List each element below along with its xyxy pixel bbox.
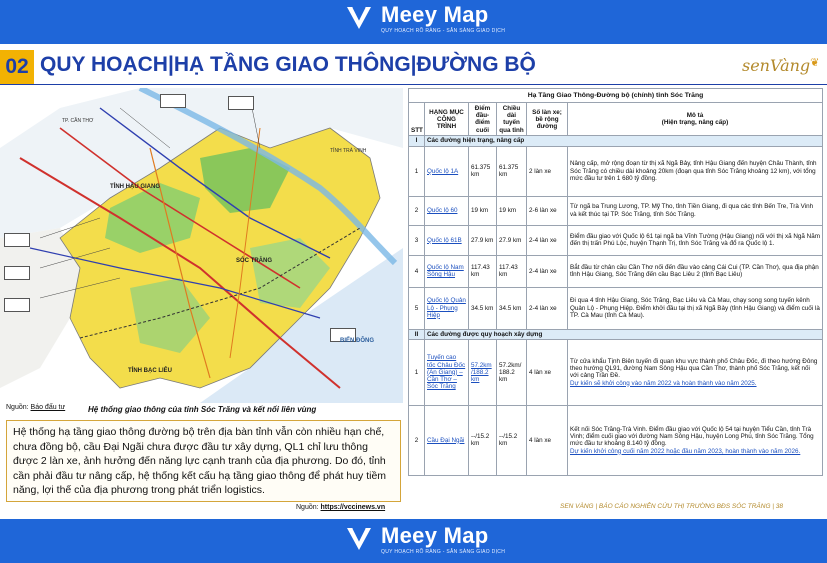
table-row xyxy=(409,225,823,255)
row-start-end: 34.5 km xyxy=(469,287,497,329)
row-description-text: Từ cửa khẩu Tịnh Biên tuyến đi quan khu vực thành phố Châu Đốc, đi theo hướng Đông theo hướng QL91, đường Nam Sông Hậu qua Cần Thơ, thành phố Sóc Trăng, kết nối với cảng Trần Đề. xyxy=(570,357,818,380)
map-label-hau-giang: TỈNH HẬU GIANG xyxy=(110,184,160,190)
row-lanes: 4 làn xe xyxy=(527,339,568,405)
bottom-banner xyxy=(0,519,827,563)
map-source-value: Báo đấu tư xyxy=(30,404,66,411)
row-description xyxy=(568,405,823,475)
map-label-tra-vinh: TỈNH TRÀ VINH xyxy=(330,148,367,154)
senvang-logo-text: senVàng xyxy=(742,56,811,75)
summary-text: Hệ thống hạ tầng giao thông đường bộ trên địa bàn tỉnh vẫn còn nhiều hạn chế, chưa đồng bộ, cầu Đại Ngãi chưa được đầu tư xây dựng, QL1 chỉ lưu thông được 2 làn xe, ảnh hưởng đến năng lực cạnh tranh của địa phương. Do đó, tỉnh cần phải đầu tư nâng cấp, hệ thống kết cấu hạ tầng giao thông để phát huy tiềm năng, lợi thế của địa phương trong phát triển logistics. xyxy=(13,426,387,497)
row-lanes: 4 làn xe xyxy=(527,405,568,475)
senvang-logo xyxy=(742,56,819,75)
row-description-text: Kết nối Sóc Trăng-Trà Vinh. Điểm đầu giao với Quốc lộ 54 tại huyện Tiểu Cần, tỉnh Trà Vinh; điểm cuối giao với đường Nam Sông Hậu, huyện Long Phú, tỉnh Sóc Trăng. Tổng mức đầu tư khoảng 8.140 tỷ đồng. xyxy=(570,425,814,448)
table-header-row xyxy=(409,103,823,136)
header-lanes: Số làn xe; bề rộng đường xyxy=(527,103,568,136)
section-row-existing xyxy=(409,136,823,146)
table-row xyxy=(409,405,823,475)
map-inset-box xyxy=(160,94,186,108)
table-row xyxy=(409,196,823,225)
row-stt: 3 xyxy=(409,225,425,255)
header-description-sub: (Hiện trạng, nâng cấp) xyxy=(661,119,729,127)
row-name-link[interactable] xyxy=(425,287,469,329)
map-graphic xyxy=(0,88,403,403)
row-start-end: 117.43 km xyxy=(469,255,497,287)
row-plan-note: Dự kiến khởi công cuối năm 2022 hoặc đầu năm 2023, hoàn thành vào năm 2026. xyxy=(570,447,801,455)
brand-name: Meey Map xyxy=(381,2,489,27)
map-label-soc-trang: SÓC TRĂNG xyxy=(236,258,272,264)
row-length: 27.9 km xyxy=(497,225,527,255)
map-source xyxy=(6,404,65,411)
row-lanes: 2-4 làn xe xyxy=(527,287,568,329)
section-number-badge: 02 xyxy=(0,50,34,84)
row-start-end-link[interactable] xyxy=(469,339,497,405)
map-inset-box xyxy=(4,266,30,280)
section-row-planned xyxy=(409,329,823,339)
summary-source-label: Nguồn: xyxy=(296,504,319,511)
row-name[interactable]: Quốc lộ Nam Sông Hậu xyxy=(427,263,464,279)
row-start-end: --/15.2 km xyxy=(469,405,497,475)
map-inset-box xyxy=(4,298,30,312)
brand-logo-bottom[interactable] xyxy=(343,524,505,556)
row-stt: 4 xyxy=(409,255,425,287)
row-name[interactable]: Tuyến cao tốc Châu Đốc (An Giang) – Cần Thơ – Sóc Trăng xyxy=(427,354,466,391)
table-row xyxy=(409,287,823,329)
footer-page-info: SEN VÀNG | BÁO CÁO NGHIÊN CỨU THỊ TRƯỜNG BĐS SÓC TRĂNG | 38 xyxy=(560,503,784,510)
section-num: I xyxy=(409,136,425,146)
row-description: Nâng cấp, mở rộng đoạn từ thị xã Ngã Bảy, tỉnh Hậu Giang đến huyện Châu Thành, tỉnh Sóc Trăng có chiều dài khoảng 20km (đoạn qua tỉnh Sóc Trăng khoảng 12 km), với tổng mức đầu tư trên 1 680 tỷ đồng. xyxy=(568,146,823,196)
row-description: Đi qua 4 tỉnh Hậu Giang, Sóc Trăng, Bạc Liêu và Cà Mau, chạy song song tuyến kênh Quản Lộ - Phụng Hiệp. Điểm khởi đầu tại thị xã Ngã Bảy (tỉnh Hậu Giang) và điểm cuối là TP. Cà Mau (tỉnh Cà Mau). xyxy=(568,287,823,329)
row-name-link[interactable] xyxy=(425,255,469,287)
table-row xyxy=(409,146,823,196)
row-stt: 1 xyxy=(409,339,425,405)
section-label: Các đường hiện trạng, nâng cấp xyxy=(425,136,823,146)
row-lanes: 2-4 làn xe xyxy=(527,225,568,255)
map-label-bien-dong: BIỂN ĐÔNG xyxy=(340,338,375,344)
map-inset-box xyxy=(228,96,254,110)
row-description: Bắt đầu từ chân cầu Cần Thơ nối đến đầu vào cảng Cái Cui (TP. Cần Thơ), qua địa phận tỉnh Hậu Giang, Sóc Trăng đến cầu Bạc Liêu 2 (tỉnh Bạc Liêu) xyxy=(568,255,823,287)
road-infrastructure-table xyxy=(408,88,823,476)
row-description: Điểm đầu giao với Quốc lộ 61 tại ngã ba Vĩnh Tường (Hậu Giang) nối với thị xã Ngã Năm đến thị trấn Phú Lộc, huyện Thạnh Trị, tỉnh Sóc Trăng và đổ ra Quốc lộ 1. xyxy=(568,225,823,255)
row-stt: 2 xyxy=(409,405,425,475)
row-name[interactable]: Quốc lộ 1A xyxy=(427,167,459,175)
summary-source xyxy=(296,504,385,511)
map-caption: Hệ thống giao thông của tỉnh Sóc Trăng và kết nối liên vùng xyxy=(88,405,317,414)
row-lanes: 2 làn xe xyxy=(527,146,568,196)
map-source-label: Nguồn: xyxy=(6,404,29,411)
row-length: 57.2km/ 188.2 km xyxy=(497,339,527,405)
traffic-map[interactable] xyxy=(0,88,403,403)
row-name-link[interactable] xyxy=(425,146,469,196)
map-label-bac-lieu: TỈNH BẠC LIÊU xyxy=(128,368,172,374)
row-start-end[interactable]: 57.2km /188.2 km xyxy=(471,361,492,383)
row-description: Từ ngã ba Trung Lương, TP. Mỹ Tho, tỉnh Tiền Giang, đi qua các tỉnh Bến Tre, Trà Vinh và kết thúc tại TP. Sóc Trăng, tỉnh Sóc Trăng. xyxy=(568,196,823,225)
header-description xyxy=(568,103,823,136)
row-plan-note: Dự kiến sẽ khởi công vào năm 2022 và hoàn thành vào năm 2025. xyxy=(570,379,757,387)
header-stt: STT xyxy=(409,103,425,136)
table-row xyxy=(409,339,823,405)
row-stt: 2 xyxy=(409,196,425,225)
brand-logo[interactable] xyxy=(343,3,505,35)
meey-map-logo-icon xyxy=(343,524,375,556)
summary-box xyxy=(6,420,401,502)
row-name[interactable]: Cầu Đại Ngãi xyxy=(427,436,465,444)
row-length: 117.43 km xyxy=(497,255,527,287)
row-length: 19 km xyxy=(497,196,527,225)
page-title: QUY HOẠCH|HẠ TẦNG GIAO THÔNG|ĐƯỜNG BỘ xyxy=(40,53,536,76)
header-description-title: Mô tả xyxy=(686,112,704,120)
row-stt: 5 xyxy=(409,287,425,329)
header-start-end: Điểm đầu-điểm cuối xyxy=(469,103,497,136)
row-name[interactable]: Quốc lộ 61B xyxy=(427,236,462,244)
row-length: 61.375 km xyxy=(497,146,527,196)
section-header xyxy=(0,50,827,84)
leaf-icon: ❦ xyxy=(810,56,820,69)
row-start-end: 19 km xyxy=(469,196,497,225)
row-lanes: 2-4 làn xe xyxy=(527,255,568,287)
row-length: 34.5 km xyxy=(497,287,527,329)
section-num: II xyxy=(409,329,425,339)
row-description xyxy=(568,339,823,405)
row-start-end: 27.9 km xyxy=(469,225,497,255)
summary-source-link[interactable]: https://vccinews.vn xyxy=(320,504,386,511)
row-name-link[interactable] xyxy=(425,196,469,225)
header-category: HẠNG MỤC CÔNG TRÌNH xyxy=(425,103,469,136)
brand-tagline: QUY HOẠCH RÕ RÀNG - SẴN SÀNG GIAO DỊCH xyxy=(381,549,506,555)
table-title: Hạ Tầng Giao Thông-Đường bộ (chính) tỉnh Sóc Trăng xyxy=(409,89,823,103)
map-label-can-tho: TP. CẦN THƠ xyxy=(62,118,94,124)
row-stt: 1 xyxy=(409,146,425,196)
table-row xyxy=(409,255,823,287)
meey-map-logo-icon xyxy=(343,3,375,35)
header-length: Chiều dài tuyến qua tỉnh xyxy=(497,103,527,136)
row-name-link[interactable] xyxy=(425,339,469,405)
row-start-end: 61.375 km xyxy=(469,146,497,196)
brand-name: Meey Map xyxy=(381,523,489,548)
row-lanes: 2-6 làn xe xyxy=(527,196,568,225)
header-divider xyxy=(0,84,827,85)
top-banner xyxy=(0,0,827,44)
row-name-link[interactable] xyxy=(425,225,469,255)
row-name[interactable]: Quốc lộ 60 xyxy=(427,207,458,214)
row-name-link[interactable] xyxy=(425,405,469,475)
brand-tagline: QUY HOẠCH RÕ RÀNG - SẴN SÀNG GIAO DỊCH xyxy=(381,28,506,34)
row-length: --/15.2 km xyxy=(497,405,527,475)
row-name[interactable]: Quốc lộ Quản Lộ - Phụng Hiệp xyxy=(427,297,466,319)
section-label: Các đường được quy hoạch xây dựng xyxy=(425,329,823,339)
map-inset-box xyxy=(4,233,30,247)
